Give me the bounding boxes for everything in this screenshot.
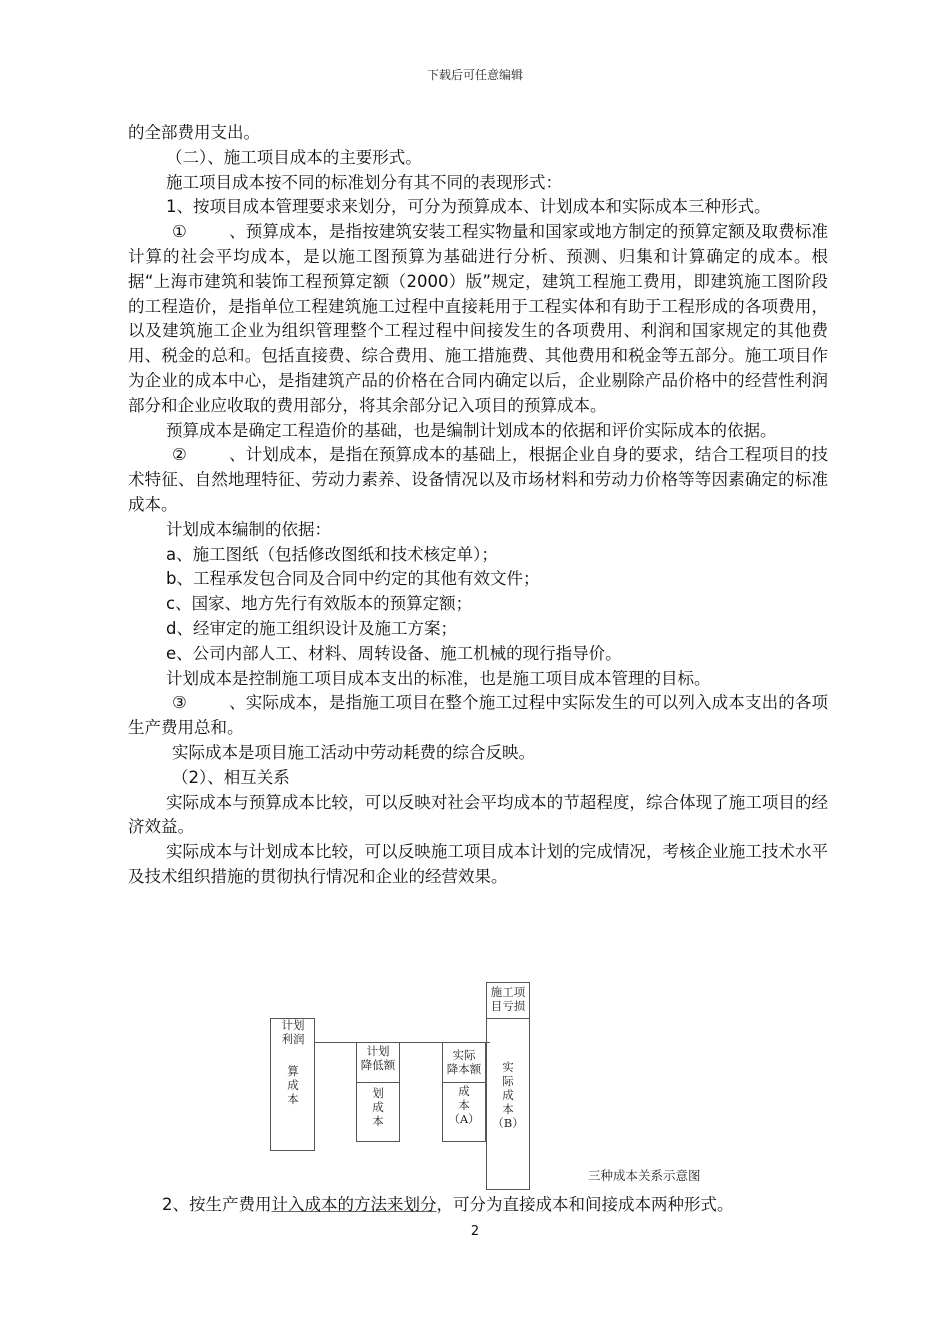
paragraph bbox=[128, 766, 828, 791]
paragraph bbox=[128, 642, 828, 667]
page-header: 下载后可任意编辑 bbox=[426, 68, 523, 82]
paragraph bbox=[128, 592, 828, 617]
paragraph-text: 计划成本编制的依据： bbox=[166, 519, 331, 539]
last-paragraph bbox=[128, 1193, 848, 1218]
paragraph bbox=[128, 121, 828, 146]
project-loss-label: 施工项 目亏损 bbox=[490, 985, 526, 1013]
paragraph bbox=[128, 791, 828, 841]
paragraph bbox=[128, 146, 828, 171]
paragraph bbox=[128, 443, 828, 517]
paragraph bbox=[128, 195, 828, 220]
paragraph-text: 、计划成本，是指在预算成本的基础上，根据企业自身的要求，结合工程项目的技术特征、自然地理特征、劳动力素养、设备情况以及市场材料和劳动力价格等等因素确定的标准成本。 bbox=[128, 445, 828, 514]
document-body bbox=[128, 121, 828, 890]
paragraph-text: d、经审定的施工组织设计及施工方案； bbox=[166, 618, 457, 638]
paragraph bbox=[128, 518, 828, 543]
diagram-caption: 三种成本关系示意图 bbox=[588, 1168, 701, 1183]
item-number: ② bbox=[172, 445, 187, 465]
actual-cost-b-label: 实 际 成 本 （B） bbox=[492, 1060, 524, 1130]
paragraph bbox=[128, 617, 828, 642]
planned-reduction-label: 计划 降低额 bbox=[360, 1044, 396, 1072]
last-paragraph-post: ，可分为直接成本和间接成本两种形式。 bbox=[436, 1195, 734, 1214]
cost-relationship-diagram bbox=[270, 982, 740, 1192]
page-number: 2 bbox=[470, 1224, 480, 1239]
paragraph bbox=[128, 667, 828, 692]
paragraph bbox=[128, 419, 828, 444]
paragraph-text: 实际成本是项目施工活动中劳动耗费的综合反映。 bbox=[172, 742, 535, 762]
paragraph-text: 实际成本与计划成本比较，可以反映施工项目成本计划的完成情况，考核企业施工技术水平及技术组织措施的贯彻执行情况和企业的经营效果。 bbox=[128, 842, 828, 886]
paragraph bbox=[128, 171, 828, 196]
paragraph-text: 预算成本是确定工程造价的基础，也是编制计划成本的依据和评价实际成本的依据。 bbox=[166, 420, 777, 440]
paragraph bbox=[128, 220, 828, 418]
paragraph-text: 1、按项目成本管理要求来划分，可分为预算成本、计划成本和实际成本三种形式。 bbox=[166, 197, 771, 217]
paragraph-text: a、施工图纸（包括修改图纸和技术核定单）； bbox=[166, 544, 498, 564]
paragraph bbox=[128, 543, 828, 568]
paragraph bbox=[128, 741, 828, 766]
paragraph-text: 实际成本与预算成本比较，可以反映对社会平均成本的节超程度，综合体现了施工项目的经济效益。 bbox=[128, 792, 828, 837]
paragraph-text: （二）、施工项目成本的主要形式。 bbox=[166, 147, 422, 167]
paragraph-text: c、国家、地方先行有效版本的预算定额； bbox=[166, 594, 473, 614]
paragraph-text: e、公司内部人工、材料、周转设备、施工机械的现行指导价。 bbox=[166, 643, 622, 663]
paragraph-text: （2）、相互关系 bbox=[172, 767, 290, 787]
paragraph-text: 、预算成本，是指按建筑安装工程实物量和国家或地方制定的预算定额及取费标准计算的社会平均成本，是以施工图预算为基础进行分析、预测、归集和计算确定的成本。根据“上海市建筑和装饰工程预算定额（2000）版”规定，建筑工程施工费用，即建筑施工图阶段的工程造价，是指单位工程建筑施工过程中直接耗用于工程实体和有助于工程形成的各项费用，以及建筑施工企业为组织管理整个工程过程中间接发生的各项费用、利润和国家规定的其他费用、税金的总和。包括直接费、综合费用、施工措施费、其他费用和税金等五部分。施工项目作为企业的成本中心，是指建筑产品的价格在合同内确定以后，企业剔除产品价格中的经营性利润部分和企业应收取的费用部分，将其余部分记入项目的预算成本。 bbox=[128, 222, 828, 415]
actual-cost-a-label: 成 本 （A） bbox=[448, 1084, 480, 1126]
item-number: ① bbox=[172, 222, 187, 242]
paragraph-text: 、实际成本，是指施工项目在整个施工过程中实际发生的可以列入成本支出的各项生产费用总和。 bbox=[128, 693, 828, 738]
paragraph-text: 施工项目成本按不同的标准划分有其不同的表现形式： bbox=[166, 172, 562, 192]
paragraph-text: 的全部费用支出。 bbox=[128, 123, 260, 142]
paragraph bbox=[128, 840, 828, 890]
paragraph bbox=[128, 567, 828, 592]
budget-cost-label: 算 成 本 bbox=[287, 1064, 299, 1106]
planned-profit-label: 计划 利润 bbox=[281, 1018, 305, 1046]
item-number: ③ bbox=[172, 693, 187, 713]
paragraph-text: b、工程承发包合同及合同中约定的其他有效文件； bbox=[166, 569, 540, 589]
planned-cost-label: 划 成 本 bbox=[372, 1086, 384, 1128]
paragraph-text: 计划成本是控制施工项目成本支出的标准，也是施工项目成本管理的目标。 bbox=[166, 668, 711, 688]
last-paragraph-underlined: 计入成本的方法来划分 bbox=[271, 1195, 437, 1214]
actual-reduction-label: 实际 降本额 bbox=[446, 1048, 482, 1076]
paragraph bbox=[128, 691, 828, 741]
last-paragraph-pre: 2、按生产费用 bbox=[162, 1195, 272, 1214]
